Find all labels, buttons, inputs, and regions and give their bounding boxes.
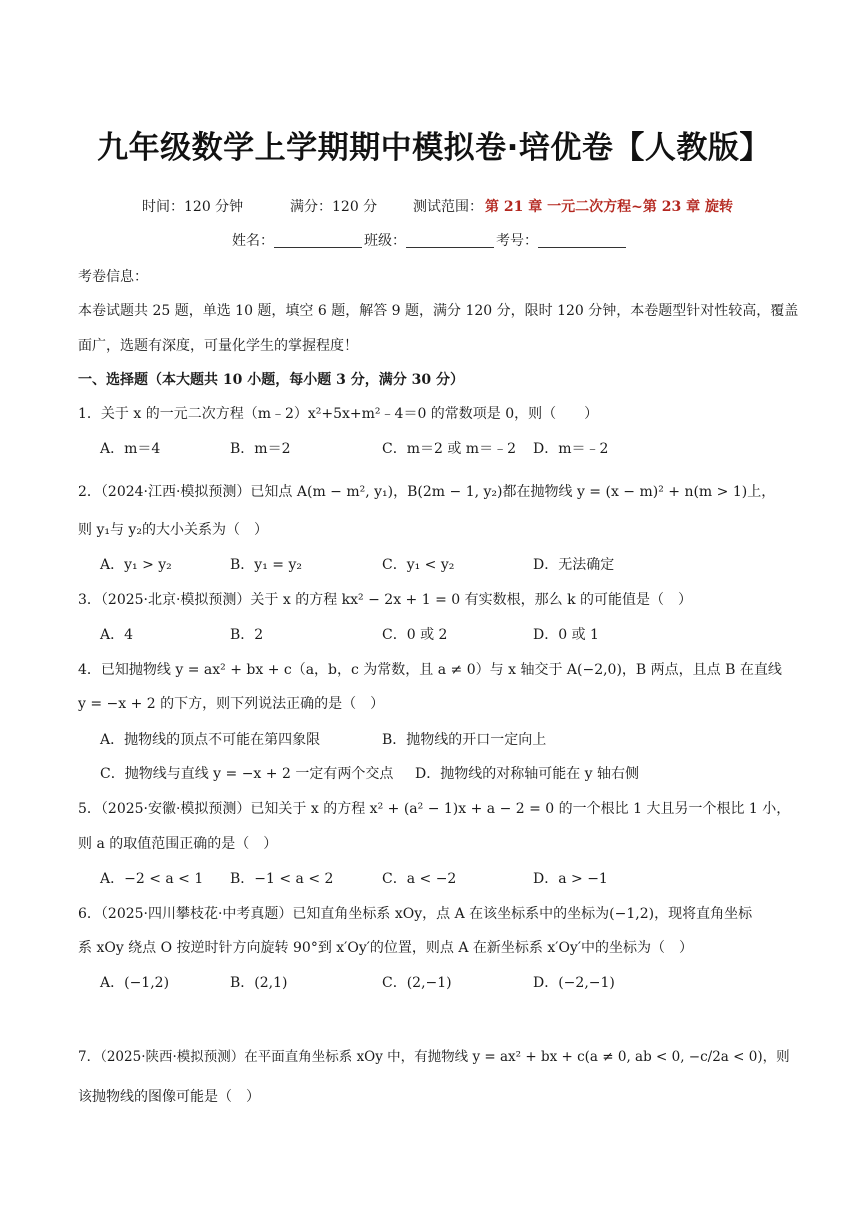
- question-1-line-1: 1．关于 x 的一元二次方程（m﹣2）x²+5x+m²﹣4＝0 的常数项是 0，则（ ）: [78, 406, 599, 422]
- question-5-option-c: C．a < −2: [382, 871, 457, 887]
- question-4-option-c: C．抛物线与直线 y = −x + 2 一定有两个交点: [100, 766, 394, 782]
- exam-scope-value: 第 21 章 一元二次方程~第 23 章 旋转: [485, 199, 733, 215]
- question-4-option-b: B．抛物线的开口一定向上: [382, 732, 547, 748]
- class-blank[interactable]: [406, 233, 494, 248]
- question-3-option-a: A．4: [100, 627, 134, 643]
- question-2-option-d: D．无法确定: [533, 557, 615, 573]
- question-2-line-1: 2．（2024·江西·模拟预测）已知点 A(m − m², y₁)，B(2m − 1, y₂)都在抛物线 y = (x − m)² + n(m > 1)上，: [78, 484, 776, 500]
- question-4-line-1: 4．已知抛物线 y = ax² + bx + c（a，b，c 为常数，且 a ≠ 0）与 x 轴交于 A(−2,0)，B 两点，且点 B 在直线: [78, 662, 782, 678]
- question-5-option-b: B．−1 < a < 2: [230, 871, 334, 887]
- info-line-1: 本卷试题共 25 题，单选 10 题，填空 6 题，解答 9 题，满分 120 分，限时 120 分钟，本卷题型针对性较高，覆盖: [78, 303, 799, 319]
- question-6-option-d: D．(−2,−1): [533, 975, 615, 991]
- exam-no-blank[interactable]: [538, 233, 626, 248]
- question-5-line-1: 5．（2025·安徽·模拟预测）已知关于 x 的方程 x² + (a² − 1)x + a − 2 = 0 的一个根比 1 大且另一个根比 1 小，: [78, 801, 791, 817]
- question-1-option-b: B．m＝2: [230, 441, 291, 457]
- question-3-option-b: B．2: [230, 627, 264, 643]
- exam-time: 时间：120 分钟: [142, 199, 244, 215]
- question-2-option-a: A．y₁ > y₂: [100, 557, 172, 573]
- info-line-2: 面广，选题有深度，可量化学生的掌握程度！: [78, 338, 358, 354]
- question-3-option-c: C．0 或 2: [382, 627, 448, 643]
- name-blank[interactable]: [274, 233, 362, 248]
- class-label: 班级：: [364, 233, 406, 249]
- question-6-line-2: 系 xOy 绕点 O 按逆时针方向旋转 90°到 x′Oy′的位置，则点 A 在新坐标系 x′Oy′中的坐标为（ ）: [78, 940, 694, 956]
- question-6-option-a: A．(−1,2): [100, 975, 170, 991]
- student-fields: [232, 230, 628, 250]
- question-3-option-d: D．0 或 1: [533, 627, 599, 643]
- question-6-option-b: B．(2,1): [230, 975, 288, 991]
- page-title: 九年级数学上学期期中模拟卷·培优卷【人教版】: [97, 130, 771, 166]
- question-4-line-2: y = −x + 2 的下方，则下列说法正确的是（ ）: [78, 696, 385, 712]
- question-4-option-a: A．抛物线的顶点不可能在第四象限: [100, 732, 321, 748]
- question-6-option-c: C．(2,−1): [382, 975, 452, 991]
- question-2-option-c: C．y₁ < y₂: [382, 557, 455, 573]
- question-1-option-c: C．m＝2 或 m＝﹣2: [382, 441, 516, 457]
- question-2-line-2: 则 y₁与 y₂的大小关系为（ ）: [78, 522, 268, 538]
- question-2-option-b: B．y₁ = y₂: [230, 557, 302, 573]
- question-7-line-2: 该抛物线的图像可能是（ ）: [78, 1089, 260, 1105]
- section-heading: 一、选择题（本大题共 10 小题，每小题 3 分，满分 30 分）: [78, 372, 464, 388]
- question-3-line-1: 3．（2025·北京·模拟预测）关于 x 的方程 kx² − 2x + 1 = 0 有实数根，那么 k 的可能值是（ ）: [78, 592, 693, 608]
- question-7-line-1: 7．（2025·陕西·模拟预测）在平面直角坐标系 xOy 中，有抛物线 y = ax² + bx + c(a ≠ 0, ab < 0, −c/2a < 0)，则: [78, 1049, 790, 1065]
- question-1-option-a: A．m＝4: [100, 441, 161, 457]
- question-1-option-d: D．m＝﹣2: [533, 441, 609, 457]
- question-5-option-a: A．−2 < a < 1: [100, 871, 204, 887]
- question-5-line-2: 则 a 的取值范围正确的是（ ）: [78, 836, 278, 852]
- question-4-option-d: D．抛物线的对称轴可能在 y 轴右侧: [415, 766, 640, 782]
- exam-scope-label: 测试范围：: [413, 199, 483, 215]
- question-5-option-d: D．a > −1: [533, 871, 608, 887]
- exam-no-label: 考号：: [496, 233, 538, 249]
- name-label: 姓名：: [232, 233, 274, 249]
- exam-score: 满分：120 分: [290, 199, 378, 215]
- info-heading: 考卷信息：: [78, 269, 148, 285]
- question-6-line-1: 6．（2025·四川攀枝花·中考真题）已知直角坐标系 xOy，点 A 在该坐标系中的坐标为(−1,2)，现将直角坐标: [78, 906, 753, 922]
